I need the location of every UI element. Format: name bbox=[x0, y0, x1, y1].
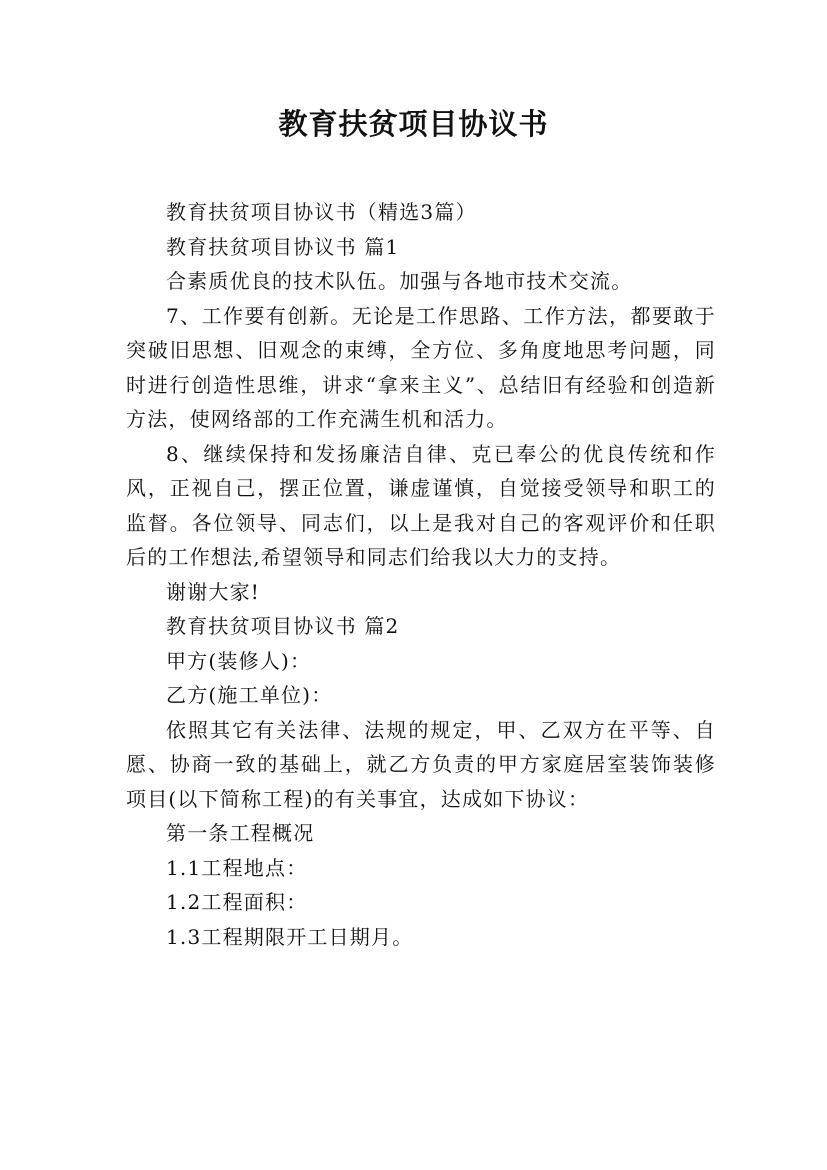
paragraph-section-heading-2: 教育扶贫项目协议书 篇2 bbox=[166, 614, 400, 638]
document-title: 教育扶贫项目协议书 bbox=[278, 107, 549, 141]
paragraph: 依照其它有关法律、法规的规定，甲、乙双方在平等、自愿、协商一致的基础上，就乙方负责的甲方家庭居室装饰装修项目(以下简称工程)的有关事宜，达成如下协议： bbox=[126, 717, 716, 811]
paragraph: 8、继续保持和发扬廉洁自律、克已奉公的优良传统和作风，正视自己，摆正位置，谦虚谨慎，自觉接受领导和职工的监督。各位领导、同志们，以上是我对自己的客观评价和任职后的工作想法,希望领导和同志们给我以大力的支持。 bbox=[126, 441, 716, 569]
clause-item: 1.1工程地点： bbox=[166, 855, 308, 880]
paragraph: 合素质优良的技术队伍。加强与各地市技术交流。 bbox=[166, 269, 633, 293]
paragraph: 谢谢大家! bbox=[166, 579, 261, 604]
document-body bbox=[126, 195, 716, 954]
paragraph-subtitle: 教育扶贫项目协议书（精选3篇） bbox=[166, 200, 477, 224]
party-a-line: 甲方(装修人)： bbox=[166, 648, 312, 673]
clause-item: 1.3工程期限开工日期月。 bbox=[166, 924, 414, 949]
party-b-line: 乙方(施工单位)： bbox=[166, 683, 333, 707]
paragraph-section-heading-1: 教育扶贫项目协议书 篇1 bbox=[166, 234, 400, 259]
paragraph: 7、工作要有创新。无论是工作思路、工作方法，都要敢于突破旧思想、旧观念的束缚，全方位、多角度地思考问题，同时进行创造性思维，讲求“拿来主义”、总结旧有经验和创造新方法，使网络部的工作充满生机和活力。 bbox=[126, 303, 716, 431]
article-heading: 第一条工程概况 bbox=[166, 821, 315, 845]
clause-item: 1.2工程面积： bbox=[166, 890, 308, 914]
